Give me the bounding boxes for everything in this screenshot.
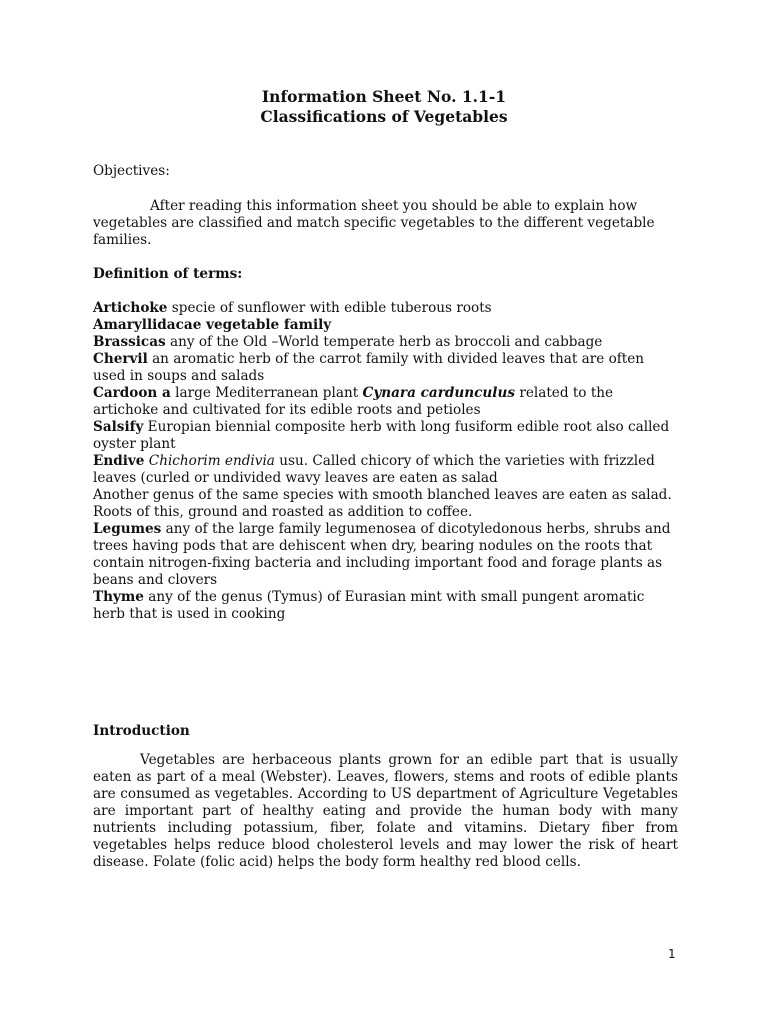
- definition-text: Europian biennial composite herb with long fusiform edible root also called oyster plant: [93, 419, 670, 452]
- definition-term: Salsify: [93, 419, 144, 435]
- definition-text: any of the large family legumenosea of dicotyledonous herbs, shrubs and trees having pods that are dehiscent when dry, bearing nodules on the roots that contain nitrogen-fixing bacteria and including important food and forage plants as beans and clovers: [93, 521, 671, 588]
- scientific-name: Cynara cardunculus: [362, 385, 515, 401]
- definitions-heading: Definition of terms:: [93, 266, 243, 282]
- definition-item-endive: [93, 453, 678, 487]
- definition-text: specie of sunflower with edible tuberous roots: [167, 300, 492, 316]
- introduction-text: Vegetables are herbaceous plants grown for an edible part that is usually eaten as part of a meal (Webster). Leaves, flowers, stems and roots of edible plants are consumed as vegetables. According to US department of Agriculture Vegetables are important part of healthy eating and provide the human body with many nutrients including potassium, fiber, folate and vitamins. Dietary fiber from vegetables helps reduce blood cholesterol levels and may lower the risk of heart disease. Folate (folic acid) helps the body form healthy red blood cells.: [93, 752, 678, 870]
- introduction-heading: Introduction: [93, 723, 190, 739]
- definition-text: any of the Old –World temperate herb as broccoli and cabbage: [165, 334, 603, 350]
- scientific-name: Chichorim endivia: [148, 453, 275, 469]
- definition-item-thyme: [93, 589, 678, 623]
- definition-term: Brassicas: [93, 334, 166, 350]
- definition-term: Cardoon a: [93, 385, 171, 401]
- definition-term: Chervil: [93, 351, 148, 367]
- definition-item-cardoon: [93, 385, 678, 419]
- objectives-label: Objectives:: [93, 163, 170, 179]
- page-number: 1: [668, 947, 676, 961]
- document-subtitle: Classifications of Vegetables: [260, 107, 508, 126]
- objectives-text: After reading this information sheet you should be able to explain how vegetables are classified and match specific vegetables to the different vegetable families.: [93, 198, 655, 248]
- definition-text: usu. Called chicory of which the varieties with frizzled leaves (curled or undivided wavy leaves are eaten as salad: [93, 453, 655, 486]
- definition-item-artichoke: [93, 300, 678, 317]
- definition-item-chervil: [93, 351, 678, 385]
- definition-item-amaryllidacae: [93, 317, 678, 334]
- definition-text: any of the genus (Tymus) of Eurasian mint with small pungent aromatic herb that is used in cooking: [93, 589, 645, 622]
- document-title: Information Sheet No. 1.1-1: [261, 87, 507, 106]
- definition-term: Legumes: [93, 521, 162, 537]
- definition-item-legumes: [93, 521, 678, 589]
- definition-term: Endive: [93, 453, 145, 469]
- definition-item-brassicas: [93, 334, 678, 351]
- definition-text: large Mediterranean plant: [170, 385, 363, 401]
- definition-item-salsify: [93, 419, 678, 453]
- definition-term: Artichoke: [93, 300, 168, 316]
- title-block: [0, 87, 768, 127]
- definition-text: related to the artichoke and cultivated for its edible roots and petioles: [93, 385, 614, 418]
- definition-item-endive-continued: Another genus of the same species with smooth blanched leaves are eaten as salad. Roots of this, ground and roasted as addition to coffee.: [93, 487, 672, 520]
- definition-text: an aromatic herb of the carrot family with divided leaves that are often used in soups and salads: [93, 351, 645, 384]
- definition-term: Amaryllidacae vegetable family: [93, 317, 332, 333]
- definitions-list: [93, 300, 678, 623]
- definition-term: Thyme: [93, 589, 144, 605]
